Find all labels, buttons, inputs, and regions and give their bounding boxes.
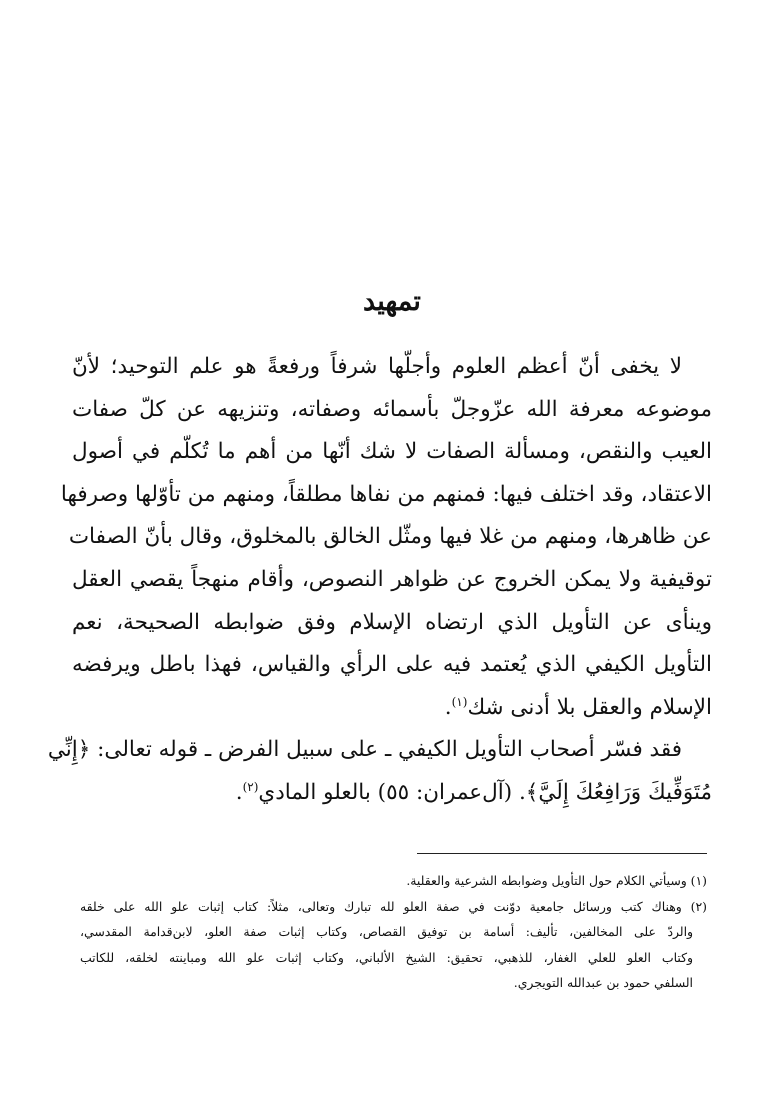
paragraph-line: عن ظاهرها، ومنهم من غلا فيها ومثّل الخالق بالمخلوق، وقال بأنّ الصفات (68, 524, 712, 550)
paragraph-line: التأويل الكيفي الذي يُعتمد فيه على الرأي والقياس، فهذا باطل ويرفضه (72, 652, 712, 678)
footnote-ref[interactable]: (١) (451, 694, 468, 709)
paragraph-line: توقيفية ولا يمكن الخروج عن ظواهر النصوص، وأقام منهجاً يقصي العقل (72, 566, 712, 592)
paragraph-line-text: مُتَوَفِّيكَ وَرَافِعُكَ إِلَيَّ﴾. (آل‌عمران: ٥٥) بالعلو المادي (258, 779, 712, 805)
paragraph-line: لا يخفى أنّ أعظم العلوم وأجلّها شرفاً ورفعةً هو علم التوحيد؛ لأنّ (72, 354, 682, 379)
footnotes (80, 868, 707, 996)
paragraph-line (72, 687, 712, 730)
paragraph-line-end: . (235, 779, 243, 805)
footnote-ref[interactable]: (٢) (242, 779, 259, 794)
footnote-continuation: السلفي حمود بن عبدالله التويجري. (513, 975, 693, 990)
paragraph-line: العيب والنقص، ومسألة الصفات لا شك أنّها من أهم ما تُكلّم في أصول (72, 439, 712, 465)
footnote-continuation: والردّ على المخالفين، تأليف: أسامة بن توفيق القصاص، وكتاب إثبات صفة العلو، لابن‌قدامة المقدسي، (80, 924, 693, 939)
footnote: (٢) وهناك كتب ورسائل جامعية دوّنت في صفة العلو لله تبارك وتعالى، مثلاً: كتاب إثبات علو الله على خلقه (80, 898, 707, 914)
footnote-continuation: وكتاب العلو للعلي الغفار، للذهبي، تحقيق: الشيخ الألباني، وكتاب إثبات علو الله ومباينته لخلقه، للكاتب (80, 949, 693, 965)
footnote-separator (417, 853, 707, 854)
paragraph-line (72, 772, 712, 815)
paragraph-line: موضوعه معرفة الله عزّوجلّ بأسمائه وصفاته، وتنزيهه عن كلّ صفات (72, 396, 712, 422)
paragraph-line-text: الإسلام والعقل بلا أدنى شك (467, 694, 712, 720)
section-title: تمهيد (363, 286, 421, 317)
body-text (47, 346, 712, 815)
paragraph-line: وينأى عن التأويل الذي ارتضاه الإسلام وفق ضوابطه الصحيحة، نعم (72, 609, 712, 635)
paragraph-line: فقد فسّر أصحاب التأويل الكيفي ـ على سبيل الفرض ـ قوله تعالى: ﴿إِنِّي (47, 737, 682, 763)
footnote: (١) وسيأتي الكلام حول التأويل وضوابطه الشرعية والعقلية. (406, 873, 707, 888)
paragraph-line-end: . (444, 694, 452, 720)
paragraph-line: الاعتقاد، وقد اختلف فيها: فمنهم من نفاها مطلقاً، ومنهم من تأوّلها وصرفها (60, 481, 712, 507)
